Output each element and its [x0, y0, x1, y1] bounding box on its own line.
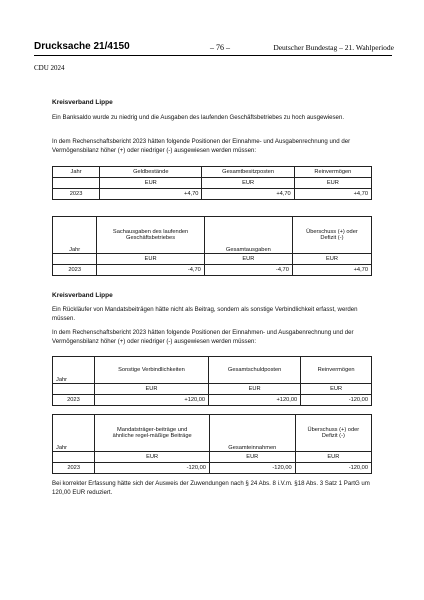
table-row	[53, 217, 372, 254]
document-number: Drucksache 21/4150	[34, 41, 130, 52]
table-unit-cell: EUR	[202, 178, 294, 189]
table-value-cell: +4,70	[294, 189, 371, 200]
table-value-cell: +120,00	[209, 395, 301, 406]
table-unit-cell: EUR	[209, 384, 301, 395]
table-header-cell: Sonstige Verbindlichkeiten	[94, 357, 208, 384]
table-value-cell: +120,00	[94, 395, 208, 406]
table-1	[52, 166, 372, 200]
section2-paragraph3: Bei korrekter Erfassung hätte sich der Ausweis der Zuwendungen nach § 24 Abs. 8 i.V.m. §18 Abs. 3 Satz 1 PartG um 120,00 EUR reduziert.	[52, 480, 370, 496]
header-rule	[34, 55, 392, 56]
section2-heading: Kreisverband Lippe	[52, 292, 113, 299]
table-header-cell: Reinvermögen	[301, 357, 372, 384]
section2-paragraph2: In dem Rechenschaftsbericht 2023 hätten folgende Positionen der Einnahmen- und Ausgabenrechnung und der Vermögensbilanz höher (+) oder niedriger (-) ausgewiesen werden müssen:	[52, 329, 354, 345]
table-header-cell: Geldbestände	[100, 167, 202, 178]
table-unit-cell: EUR	[100, 178, 202, 189]
table-unit-cell: EUR	[301, 384, 372, 395]
table-header-cell: Gesamtschuldposten	[209, 357, 301, 384]
table-header-cell: Gesamtausgaben	[204, 217, 292, 254]
table-header-cell: Sachausgaben des laufenden Geschäftsbetriebes	[97, 217, 205, 254]
table-unit-cell: EUR	[95, 452, 210, 463]
table-header-cell: Mandatsträger-beiträge und ähnliche regel-mäßige Beiträge	[95, 415, 210, 452]
table-row	[53, 265, 372, 276]
table-row	[53, 189, 372, 200]
page-header	[34, 41, 394, 55]
section1-paragraph2: In dem Rechenschaftsbericht 2023 hätten folgende Positionen der Einnahme- und Ausgabenrechnung und der Vermögensbilanz höher (+) oder niedriger (-) ausgewiesen werden müssen:	[52, 138, 351, 154]
table-header-cell: Gesamtbesitzposten	[202, 167, 294, 178]
table-4	[52, 414, 372, 474]
table-row	[53, 178, 372, 189]
table-row	[53, 254, 372, 265]
table-header-cell: Jahr	[53, 167, 100, 178]
table-unit-cell: EUR	[295, 452, 371, 463]
table-row	[53, 395, 372, 406]
table-unit-cell	[53, 452, 95, 463]
party-year-label: CDU 2024	[34, 64, 65, 72]
table-unit-cell	[53, 254, 97, 265]
table-year-cell: 2023	[53, 463, 95, 474]
table-unit-cell	[53, 384, 95, 395]
table-value-cell: -120,00	[301, 395, 372, 406]
table-unit-cell: EUR	[294, 178, 371, 189]
table-header-cell: Jahr	[53, 415, 95, 452]
table-2	[52, 216, 372, 276]
table-header-cell: Jahr	[53, 217, 97, 254]
table-value-cell: -4,70	[97, 265, 205, 276]
table-row	[53, 167, 372, 178]
table-value-cell: -120,00	[295, 463, 371, 474]
table-header-cell: Reinvermögen	[294, 167, 371, 178]
table-value-cell: -4,70	[204, 265, 292, 276]
section1-paragraph1: Ein Banksaldo wurde zu niedrig und die Ausgaben des laufenden Geschäftsbetriebes zu hoch ausgewiesen.	[52, 114, 345, 121]
table-value-cell: +4,70	[292, 265, 371, 276]
section2-paragraph1: Ein Rückläufer von Mandatsbeiträgen hätte nicht als Beitrag, sondern als sonstige Verbindlichkeit erfasst, werden müssen.	[52, 306, 358, 322]
table-unit-cell	[53, 178, 100, 189]
table-unit-cell: EUR	[209, 452, 295, 463]
table-header-cell: Überschuss (+) oder Defizit (-)	[292, 217, 371, 254]
table-value-cell: +4,70	[202, 189, 294, 200]
table-header-cell: Jahr	[53, 357, 95, 384]
table-unit-cell: EUR	[94, 384, 208, 395]
publisher-line: Deutscher Bundestag – 21. Wahlperiode	[273, 43, 394, 52]
table-header-cell: Überschuss (+) oder Defizit (-)	[295, 415, 371, 452]
table-header-cell: Gesamteinnahmen	[209, 415, 295, 452]
table-unit-cell: EUR	[204, 254, 292, 265]
page-number: – 76 –	[210, 43, 230, 52]
table-row	[53, 357, 372, 384]
section1-heading: Kreisverband Lippe	[52, 99, 113, 106]
table-year-cell: 2023	[53, 395, 95, 406]
table-3	[52, 356, 372, 406]
table-value-cell: +4,70	[100, 189, 202, 200]
table-unit-cell: EUR	[97, 254, 205, 265]
table-value-cell: -120,00	[95, 463, 210, 474]
table-year-cell: 2023	[53, 189, 100, 200]
table-row	[53, 463, 372, 474]
table-row	[53, 452, 372, 463]
table-year-cell: 2023	[53, 265, 97, 276]
table-row	[53, 415, 372, 452]
table-row	[53, 384, 372, 395]
table-unit-cell: EUR	[292, 254, 371, 265]
table-value-cell: -120,00	[209, 463, 295, 474]
